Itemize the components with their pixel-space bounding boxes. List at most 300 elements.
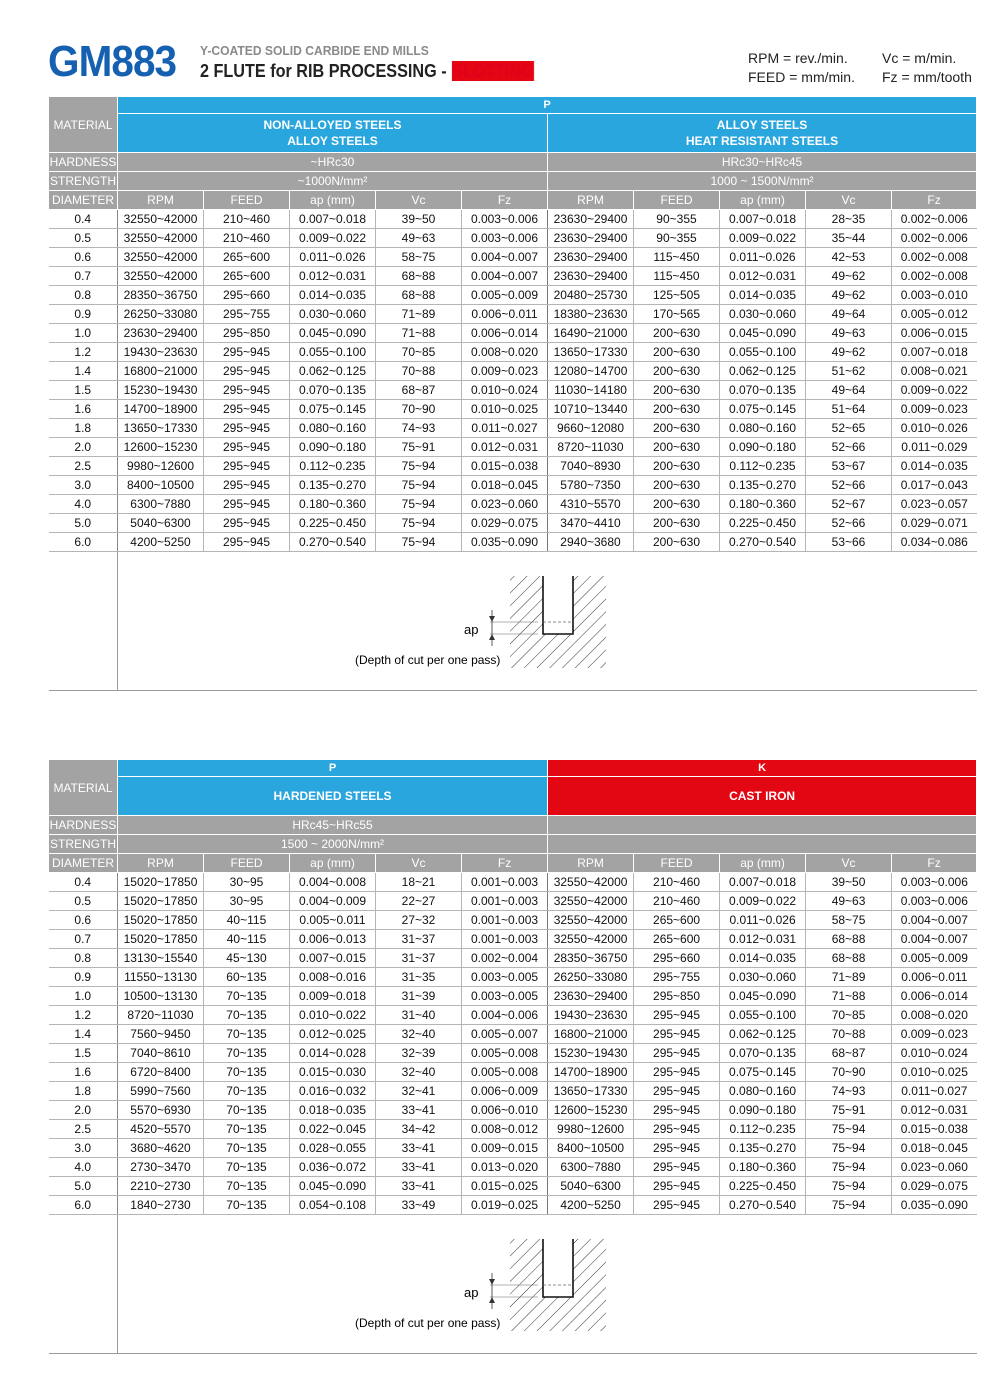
value-cell: 23630~29400 (548, 210, 634, 229)
value-cell: 265~600 (204, 248, 290, 267)
value-cell: 0.062~0.125 (720, 362, 806, 381)
value-cell: 16800~21000 (548, 1025, 634, 1044)
value-cell: 5040~6300 (548, 1177, 634, 1196)
value-cell: 0.011~0.027 (892, 1082, 977, 1101)
value-cell: 68~88 (376, 286, 462, 305)
diameter-cell: 3.0 (49, 476, 118, 495)
value-cell: 0.055~0.100 (290, 343, 376, 362)
table-row (49, 286, 977, 305)
value-cell: 53~66 (806, 533, 892, 552)
value-cell: 11550~13130 (118, 968, 204, 987)
value-cell: 0.002~0.006 (892, 210, 977, 229)
diameter-cell: 1.6 (49, 1063, 118, 1082)
value-cell: 0.007~0.015 (290, 949, 376, 968)
value-cell: 71~89 (806, 968, 892, 987)
material-line: HEAT RESISTANT STEELS (685, 134, 839, 149)
unit-vc: Vc = m/min. (882, 50, 957, 66)
col-fz: Fz (462, 191, 548, 210)
value-cell: 0.270~0.540 (720, 1196, 806, 1215)
value-cell: 32550~42000 (118, 248, 204, 267)
value-cell: 51~62 (806, 362, 892, 381)
value-cell: 0.045~0.090 (290, 324, 376, 343)
col-ap: ap (mm) (720, 191, 806, 210)
diagram-spacer (49, 552, 118, 691)
diameter-cell: 0.5 (49, 892, 118, 911)
value-cell: 49~62 (806, 343, 892, 362)
value-cell: 70~135 (204, 987, 290, 1006)
value-cell: 8720~11030 (548, 438, 634, 457)
value-cell: 0.001~0.003 (462, 930, 548, 949)
value-cell: 0.007~0.018 (892, 343, 977, 362)
value-cell: 295~945 (634, 1101, 720, 1120)
value-cell: 295~945 (634, 1196, 720, 1215)
value-cell: 32~40 (376, 1063, 462, 1082)
value-cell: 23630~29400 (548, 248, 634, 267)
value-cell: 0.010~0.022 (290, 1006, 376, 1025)
value-cell: 0.006~0.013 (290, 930, 376, 949)
value-cell: 12600~15230 (118, 438, 204, 457)
material-nonalloyed (118, 114, 548, 153)
table-row (49, 514, 977, 533)
value-cell: 0.010~0.026 (892, 419, 977, 438)
value-cell: 0.012~0.031 (892, 1101, 977, 1120)
table-row (49, 1177, 977, 1196)
table-row (49, 229, 977, 248)
diagram-caption: (Depth of cut per one pass) (355, 653, 501, 667)
value-cell: 0.023~0.057 (892, 495, 977, 514)
value-cell: 0.012~0.025 (290, 1025, 376, 1044)
value-cell: 0.008~0.016 (290, 968, 376, 987)
value-cell: 0.003~0.006 (892, 892, 977, 911)
col-feed: FEED (634, 854, 720, 873)
value-cell: 70~88 (376, 362, 462, 381)
value-cell: 2940~3680 (548, 533, 634, 552)
value-cell: 0.225~0.450 (290, 514, 376, 533)
value-cell: 14700~18900 (548, 1063, 634, 1082)
value-cell: 11030~14180 (548, 381, 634, 400)
value-cell: 295~660 (634, 949, 720, 968)
material-label: MATERIAL (49, 760, 118, 816)
value-cell: 115~450 (634, 248, 720, 267)
value-cell: 295~755 (204, 305, 290, 324)
value-cell: 200~630 (634, 457, 720, 476)
value-cell: 0.135~0.270 (290, 476, 376, 495)
value-cell: 0.070~0.135 (290, 381, 376, 400)
product-code: GM883 (48, 37, 177, 86)
col-feed: FEED (204, 191, 290, 210)
value-cell: 32550~42000 (548, 911, 634, 930)
value-cell: 70~135 (204, 1063, 290, 1082)
diameter-cell: 0.9 (49, 968, 118, 987)
value-cell: 0.080~0.160 (720, 1082, 806, 1101)
value-cell: 6300~7880 (118, 495, 204, 514)
hardness-value: HRc30~HRc45 (548, 153, 977, 172)
value-cell: 0.112~0.235 (720, 1120, 806, 1139)
value-cell: 0.005~0.009 (462, 286, 548, 305)
value-cell: 4310~5570 (548, 495, 634, 514)
value-cell: 75~94 (806, 1177, 892, 1196)
value-cell: 68~87 (806, 1044, 892, 1063)
value-cell: 90~355 (634, 210, 720, 229)
value-cell: 70~135 (204, 1196, 290, 1215)
value-cell: 295~945 (204, 381, 290, 400)
table-2-body (49, 873, 977, 1215)
value-cell: 8400~10500 (118, 476, 204, 495)
material-line: ALLOY STEELS (287, 134, 378, 149)
col-ap: ap (mm) (290, 854, 376, 873)
value-cell: 75~94 (376, 495, 462, 514)
diameter-cell: 2.5 (49, 1120, 118, 1139)
value-cell: 14700~18900 (118, 400, 204, 419)
col-vc: Vc (806, 191, 892, 210)
value-cell: 0.075~0.145 (290, 400, 376, 419)
value-cell: 31~37 (376, 949, 462, 968)
value-cell: 90~355 (634, 229, 720, 248)
value-cell: 26250~33080 (548, 968, 634, 987)
value-cell: 16490~21000 (548, 324, 634, 343)
value-cell: 70~88 (806, 1025, 892, 1044)
value-cell: 33~41 (376, 1139, 462, 1158)
value-cell: 0.075~0.145 (720, 400, 806, 419)
value-cell: 295~850 (204, 324, 290, 343)
value-cell: 3680~4620 (118, 1139, 204, 1158)
value-cell: 295~945 (204, 514, 290, 533)
value-cell: 0.054~0.108 (290, 1196, 376, 1215)
value-cell: 15020~17850 (118, 892, 204, 911)
value-cell: 75~94 (376, 476, 462, 495)
value-cell: 49~64 (806, 305, 892, 324)
value-cell: 70~135 (204, 1006, 290, 1025)
value-cell: 0.080~0.160 (720, 419, 806, 438)
value-cell: 200~630 (634, 381, 720, 400)
table-row (49, 343, 977, 362)
value-cell: 52~66 (806, 438, 892, 457)
table-row (49, 1006, 977, 1025)
value-cell: 0.009~0.023 (892, 1025, 977, 1044)
value-cell: 0.014~0.028 (290, 1044, 376, 1063)
value-cell: 32~40 (376, 1025, 462, 1044)
value-cell: 0.009~0.018 (290, 987, 376, 1006)
value-cell: 125~505 (634, 286, 720, 305)
value-cell: 30~95 (204, 892, 290, 911)
col-ap: ap (mm) (290, 191, 376, 210)
diameter-cell: 1.4 (49, 1025, 118, 1044)
value-cell: 68~88 (806, 949, 892, 968)
value-cell: 52~65 (806, 419, 892, 438)
value-cell: 7560~9450 (118, 1025, 204, 1044)
value-cell: 75~94 (376, 514, 462, 533)
col-rpm: RPM (548, 854, 634, 873)
table-row (49, 1120, 977, 1139)
diameter-cell: 2.0 (49, 1101, 118, 1120)
table-row (49, 381, 977, 400)
value-cell: 295~945 (204, 343, 290, 362)
value-cell: 68~88 (806, 930, 892, 949)
group-k: K (548, 760, 977, 777)
value-cell: 49~63 (806, 324, 892, 343)
value-cell: 0.003~0.006 (462, 229, 548, 248)
value-cell: 13650~17330 (118, 419, 204, 438)
value-cell: 0.035~0.090 (892, 1196, 977, 1215)
value-cell: 0.090~0.180 (290, 438, 376, 457)
value-cell: 0.018~0.045 (462, 476, 548, 495)
col-rpm: RPM (118, 854, 204, 873)
value-cell: 71~88 (376, 324, 462, 343)
value-cell: 32~41 (376, 1082, 462, 1101)
value-cell: 0.062~0.125 (720, 1025, 806, 1044)
value-cell: 0.001~0.003 (462, 873, 548, 892)
value-cell: 0.005~0.009 (892, 949, 977, 968)
value-cell: 0.030~0.060 (720, 305, 806, 324)
value-cell: 0.003~0.005 (462, 968, 548, 987)
value-cell: 13650~17330 (548, 343, 634, 362)
value-cell: 0.017~0.043 (892, 476, 977, 495)
ap-label: ap (464, 622, 479, 637)
value-cell: 200~630 (634, 514, 720, 533)
value-cell: 210~460 (204, 229, 290, 248)
table-row (49, 968, 977, 987)
value-cell: 28350~36750 (118, 286, 204, 305)
value-cell: 18~21 (376, 873, 462, 892)
value-cell: 33~41 (376, 1101, 462, 1120)
value-cell: 0.001~0.003 (462, 911, 548, 930)
table-row (49, 533, 977, 552)
material-label: MATERIAL (49, 97, 118, 153)
diameter-cell: 3.0 (49, 1139, 118, 1158)
value-cell: 49~64 (806, 381, 892, 400)
value-cell: 70~135 (204, 1158, 290, 1177)
diameter-cell: 0.8 (49, 286, 118, 305)
diameter-cell: 1.2 (49, 343, 118, 362)
value-cell: 0.225~0.450 (720, 1177, 806, 1196)
value-cell: 0.045~0.090 (720, 987, 806, 1006)
value-cell: 0.006~0.010 (462, 1101, 548, 1120)
hardness-label: HARDNESS (49, 153, 118, 172)
value-cell: 0.003~0.005 (462, 987, 548, 1006)
value-cell: 0.075~0.145 (720, 1063, 806, 1082)
slot-diagram (118, 1215, 977, 1353)
value-cell: 0.008~0.020 (892, 1006, 977, 1025)
value-cell: 0.045~0.090 (290, 1177, 376, 1196)
diagram-shape (489, 1279, 495, 1285)
value-cell: 8400~10500 (548, 1139, 634, 1158)
value-cell: 70~90 (376, 400, 462, 419)
value-cell: 265~600 (204, 267, 290, 286)
value-cell: 20480~25730 (548, 286, 634, 305)
table-row (49, 495, 977, 514)
hardness-value: HRc45~HRc55 (118, 816, 548, 835)
value-cell: 70~135 (204, 1120, 290, 1139)
value-cell: 30~95 (204, 873, 290, 892)
table-row (49, 949, 977, 968)
value-cell: 23630~29400 (548, 229, 634, 248)
value-cell: 295~945 (634, 1082, 720, 1101)
value-cell: 15020~17850 (118, 873, 204, 892)
product-title-highlight: SLOTTING (452, 61, 534, 81)
value-cell: 70~135 (204, 1139, 290, 1158)
value-cell: 15230~19430 (548, 1044, 634, 1063)
value-cell: 26250~33080 (118, 305, 204, 324)
diameter-cell: 1.2 (49, 1006, 118, 1025)
col-fz: Fz (462, 854, 548, 873)
value-cell: 74~93 (806, 1082, 892, 1101)
value-cell: 40~115 (204, 911, 290, 930)
slot-diagram-cell (118, 552, 977, 691)
diagram-shape (489, 1297, 495, 1303)
table-row (49, 400, 977, 419)
value-cell: 32550~42000 (118, 210, 204, 229)
table-row (49, 1063, 977, 1082)
value-cell: 0.012~0.031 (462, 438, 548, 457)
diameter-cell: 0.4 (49, 873, 118, 892)
value-cell: 0.009~0.015 (462, 1139, 548, 1158)
value-cell: 200~630 (634, 533, 720, 552)
diagram-caption: (Depth of cut per one pass) (355, 1316, 501, 1330)
value-cell: 5990~7560 (118, 1082, 204, 1101)
value-cell: 10500~13130 (118, 987, 204, 1006)
value-cell: 0.012~0.031 (720, 267, 806, 286)
value-cell: 0.005~0.012 (892, 305, 977, 324)
value-cell: 70~135 (204, 1101, 290, 1120)
value-cell: 12080~14700 (548, 362, 634, 381)
diameter-cell: 5.0 (49, 1177, 118, 1196)
value-cell: 0.002~0.008 (892, 267, 977, 286)
value-cell: 200~630 (634, 343, 720, 362)
value-cell: 0.001~0.003 (462, 892, 548, 911)
value-cell: 0.004~0.009 (290, 892, 376, 911)
value-cell: 33~49 (376, 1196, 462, 1215)
value-cell: 75~94 (806, 1120, 892, 1139)
col-ap: ap (mm) (720, 854, 806, 873)
value-cell: 5040~6300 (118, 514, 204, 533)
value-cell: 71~89 (376, 305, 462, 324)
value-cell: 0.030~0.060 (720, 968, 806, 987)
diameter-cell: 2.5 (49, 457, 118, 476)
value-cell: 0.010~0.024 (892, 1044, 977, 1063)
value-cell: 200~630 (634, 438, 720, 457)
value-cell: 19430~23630 (548, 1006, 634, 1025)
value-cell: 0.270~0.540 (720, 533, 806, 552)
value-cell: 9660~12080 (548, 419, 634, 438)
hardness-label: HARDNESS (49, 816, 118, 835)
value-cell: 0.007~0.018 (720, 873, 806, 892)
diameter-cell: 4.0 (49, 1158, 118, 1177)
value-cell: 200~630 (634, 495, 720, 514)
value-cell: 0.010~0.024 (462, 381, 548, 400)
value-cell: 0.015~0.038 (462, 457, 548, 476)
value-cell: 0.014~0.035 (290, 286, 376, 305)
value-cell: 70~85 (376, 343, 462, 362)
value-cell: 0.070~0.135 (720, 1044, 806, 1063)
strength-label: STRENGTH (49, 835, 118, 854)
value-cell: 2730~3470 (118, 1158, 204, 1177)
value-cell: 51~64 (806, 400, 892, 419)
value-cell: 0.035~0.090 (462, 533, 548, 552)
unit-fz: Fz = mm/tooth (882, 69, 972, 85)
col-fz: Fz (892, 191, 977, 210)
value-cell: 170~565 (634, 305, 720, 324)
value-cell: 0.004~0.006 (462, 1006, 548, 1025)
value-cell: 0.004~0.007 (892, 930, 977, 949)
value-cell: 32550~42000 (548, 930, 634, 949)
value-cell: 0.135~0.270 (720, 1139, 806, 1158)
value-cell: 39~50 (376, 210, 462, 229)
value-cell: 0.015~0.038 (892, 1120, 977, 1139)
value-cell: 0.005~0.008 (462, 1063, 548, 1082)
value-cell: 32~39 (376, 1044, 462, 1063)
value-cell: 70~90 (806, 1063, 892, 1082)
value-cell: 295~945 (204, 419, 290, 438)
value-cell: 7040~8610 (118, 1044, 204, 1063)
value-cell: 0.004~0.007 (462, 248, 548, 267)
diagram-shape (489, 616, 495, 622)
value-cell: 4520~5570 (118, 1120, 204, 1139)
value-cell: 0.012~0.031 (720, 930, 806, 949)
value-cell: 0.009~0.022 (720, 229, 806, 248)
value-cell: 0.004~0.007 (462, 267, 548, 286)
value-cell: 5780~7350 (548, 476, 634, 495)
value-cell: 0.008~0.020 (462, 343, 548, 362)
value-cell: 0.014~0.035 (720, 286, 806, 305)
value-cell: 0.012~0.031 (290, 267, 376, 286)
value-cell: 0.002~0.004 (462, 949, 548, 968)
strength-label: STRENGTH (49, 172, 118, 191)
value-cell: 0.019~0.025 (462, 1196, 548, 1215)
table-row (49, 930, 977, 949)
hardness-value: ~HRc30 (118, 153, 548, 172)
value-cell: 295~850 (634, 987, 720, 1006)
value-cell: 0.029~0.075 (462, 514, 548, 533)
page-header (48, 38, 978, 88)
product-title-text: 2 FLUTE for RIB PROCESSING - (200, 61, 452, 81)
value-cell: 295~945 (634, 1006, 720, 1025)
value-cell: 39~50 (806, 873, 892, 892)
value-cell: 35~44 (806, 229, 892, 248)
value-cell: 0.006~0.011 (462, 305, 548, 324)
value-cell: 31~40 (376, 1006, 462, 1025)
value-cell: 0.007~0.018 (720, 210, 806, 229)
diameter-cell: 0.6 (49, 911, 118, 930)
slot-diagram-svg (118, 1215, 977, 1353)
value-cell: 200~630 (634, 362, 720, 381)
value-cell: 0.034~0.086 (892, 533, 977, 552)
value-cell: 12600~15230 (548, 1101, 634, 1120)
col-feed: FEED (204, 854, 290, 873)
value-cell: 45~130 (204, 949, 290, 968)
value-cell: 40~115 (204, 930, 290, 949)
value-cell: 33~41 (376, 1177, 462, 1196)
value-cell: 0.005~0.011 (290, 911, 376, 930)
strength-value: 1500 ~ 2000N/mm² (118, 835, 548, 854)
value-cell: 0.008~0.021 (892, 362, 977, 381)
value-cell: 10710~13440 (548, 400, 634, 419)
value-cell: 0.225~0.450 (720, 514, 806, 533)
value-cell: 70~85 (806, 1006, 892, 1025)
value-cell: 15020~17850 (118, 911, 204, 930)
diameter-cell: 1.4 (49, 362, 118, 381)
value-cell: 295~945 (634, 1063, 720, 1082)
diameter-cell: 0.9 (49, 305, 118, 324)
slot-diagram (118, 552, 977, 690)
value-cell: 0.180~0.360 (720, 1158, 806, 1177)
value-cell: 0.062~0.125 (290, 362, 376, 381)
diameter-cell: 5.0 (49, 514, 118, 533)
value-cell: 32550~42000 (548, 873, 634, 892)
table-row (49, 1139, 977, 1158)
table-row (49, 476, 977, 495)
value-cell: 295~945 (634, 1120, 720, 1139)
value-cell: 18380~23630 (548, 305, 634, 324)
